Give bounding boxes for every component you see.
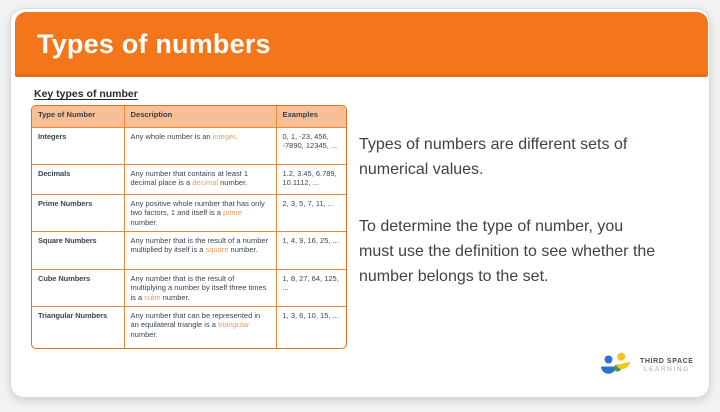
description-cell [124,194,276,231]
examples-cell: 1, 3, 6, 10, 15, ... [276,306,347,348]
description-text: Any number that contains at least 1 decimal place is a [130,168,249,187]
text-line: To determine the type of number, you [359,218,624,235]
table-row [32,164,347,194]
slide-card [10,8,710,398]
description-cell [124,306,276,348]
column-header-description: Description [124,106,276,127]
description-cell [124,231,276,269]
table-row [32,306,347,348]
description-text: Any whole number is an [130,131,213,141]
description-text: Any number that can be represented in an equilateral triangle is a [130,310,261,329]
type-cell: Triangular Numbers [32,306,124,348]
paragraph-2 [359,214,711,289]
column-header-type: Type of Number [32,106,124,127]
description-text: number. [130,329,158,339]
table-row [32,127,347,164]
type-cell: Cube Numbers [32,269,124,306]
examples-cell: 1, 8, 27, 64, 125, ... [276,269,347,306]
keyword-highlight: triangular [218,320,250,329]
paragraph-1 [359,132,711,182]
key-types-subheading: Key types of number [34,88,138,100]
examples-cell: 1.2, 3.45, 6.789, 10.1112, ... [276,164,347,194]
text-line: must use the definition to see whether the [359,243,656,260]
logo-text-line1: THIRD SPACE [640,357,694,365]
examples-cell: 2, 3, 5, 7, 11, ... [276,194,347,231]
text-line: Types of numbers are different sets of [359,136,628,153]
description-text: Any positive whole number that has only two factors, 1 and itself is a [130,198,265,217]
keyword-highlight: decimal [192,178,219,187]
title-bar [15,12,708,77]
description-cell [124,164,276,194]
description-cell [124,127,276,164]
text-line: number belongs to the set. [359,268,549,285]
keyword-highlight: integer [212,131,236,141]
table-header-row [32,106,347,127]
type-cell: Decimals [32,164,124,194]
explanation-text [359,132,711,289]
logo-wordmark [640,358,694,373]
logo-text-line2: LEARNING [643,365,690,373]
type-cell: Square Numbers [32,231,124,269]
description-text: number. [160,292,190,302]
description-text: number. [130,217,158,227]
description-text: number. [218,178,248,187]
examples-cell: 0, 1, -23, 456, -7890, 12345, ... [276,127,347,164]
column-header-examples: Examples [276,106,347,127]
keyword-highlight: square [205,245,229,254]
description-text: . [235,131,238,141]
keyword-highlight: cube [144,292,161,302]
description-text: number. [228,245,258,254]
page-title: Types of numbers [37,29,271,59]
description-text: Any number that is the result of multiplying a number by itself three times is a [130,273,267,302]
logo-people-icon [599,351,633,379]
description-cell [124,269,276,306]
text-line: numerical values. [359,161,484,178]
table-row [32,231,347,269]
examples-cell: 1, 4, 9, 16, 25, ... [276,231,347,269]
description-text: Any number that is the result of a number multiplied by itself is a [130,235,269,254]
table-row [32,194,347,231]
table-row [32,269,347,306]
third-space-learning-logo [599,351,694,379]
number-types-table [31,105,347,349]
keyword-highlight: prime [223,208,242,217]
type-cell: Prime Numbers [32,194,124,231]
type-cell: Integers [32,127,124,164]
